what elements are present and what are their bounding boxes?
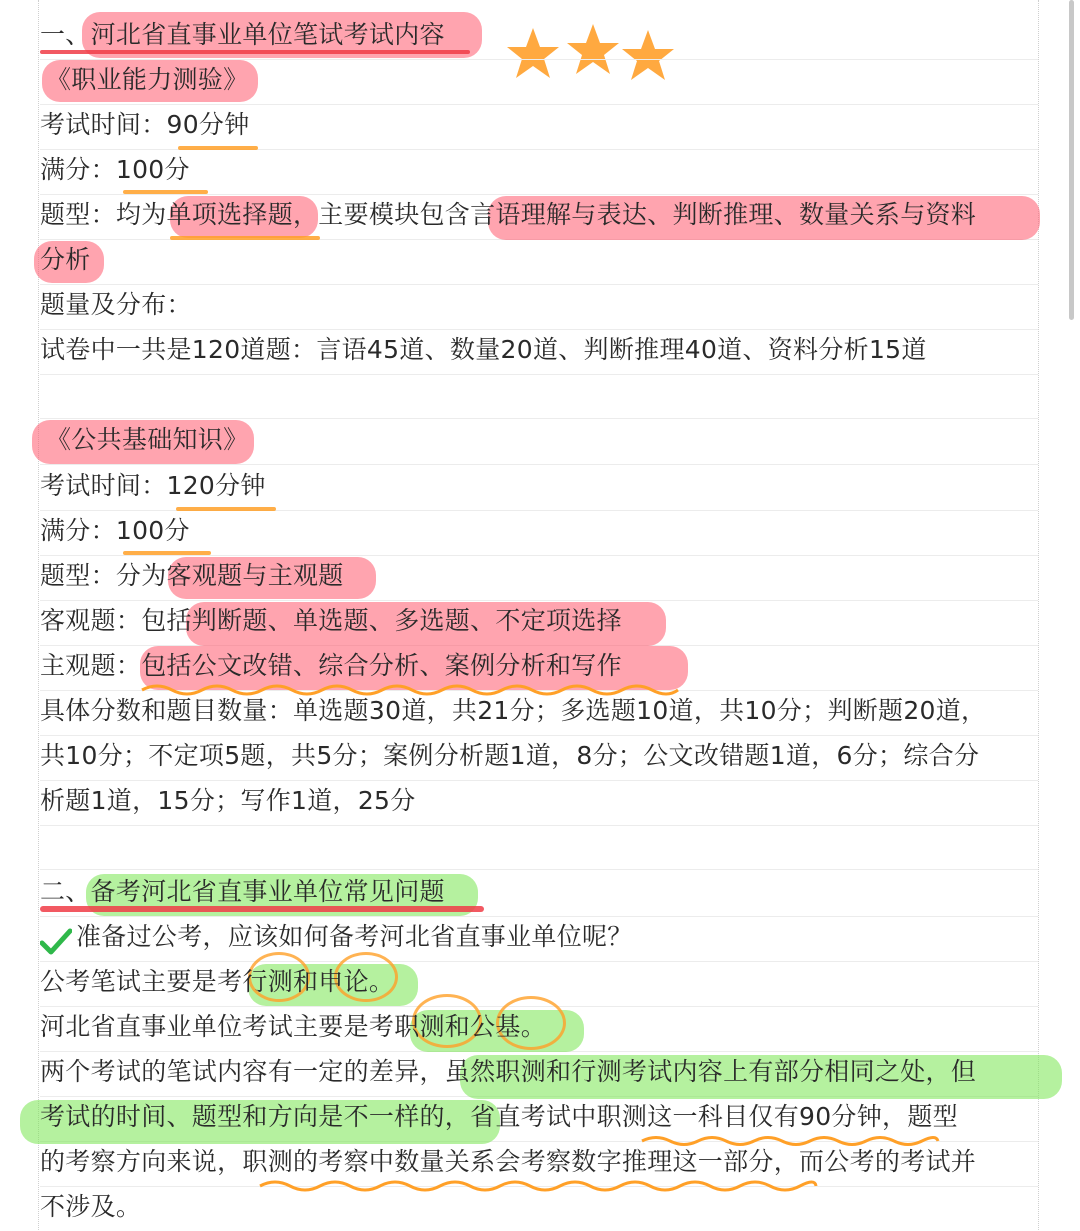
row-detail2	[40, 735, 1038, 781]
book2-title: 《公共基础知识》	[46, 425, 249, 454]
prep-question: 准备过公考，应该如何备考河北省直事业单位呢？	[76, 922, 633, 951]
row-type-cont	[40, 239, 1038, 285]
scrollbar[interactable]	[1069, 0, 1074, 320]
distribution-label: 题量及分布：	[40, 290, 192, 319]
exam-time2: 考试时间：120分钟	[40, 471, 266, 500]
objective-questions: 客观题：包括判断题、单选题、多选题、不定项选择	[40, 606, 622, 635]
row-time2	[40, 465, 1038, 511]
provincial-exam-content: 河北省直事业单位考试主要是考职测和公基。	[40, 1012, 547, 1041]
row-blank-2	[40, 825, 1038, 870]
question-type: 题型：均为单项选择题，主要模块包含言语理解与表达、判断推理、数量关系与资料	[40, 200, 977, 229]
row-detail1	[40, 690, 1038, 736]
full-score: 满分：100分	[40, 155, 190, 184]
book1-title: 《职业能力测验》	[46, 65, 249, 94]
distribution: 试卷中一共是120道题：言语45道、数量20道、判断推理40道、资料分析15道	[40, 335, 927, 364]
row-question	[40, 916, 1038, 962]
section1-heading: 一、河北省直事业单位笔试考试内容	[40, 20, 445, 49]
underline-time	[178, 146, 258, 150]
question-type2: 题型：分为客观题与主观题	[40, 561, 344, 590]
row-score	[40, 149, 1038, 195]
left-margin-line	[38, 0, 39, 1230]
difference-line-3: 的考察方向来说，职测的考察中数量关系会考察数字推理这一部分，而公考的考试并	[40, 1147, 977, 1176]
row-dist-label	[40, 284, 1038, 330]
underline-single-choice	[170, 236, 320, 240]
row-time	[40, 104, 1038, 150]
detail-line-2: 共10分；不定项5题，共5分；案例分析题1道，8分；公文改错题1道，6分；综合分	[40, 741, 980, 770]
row-blank-1	[40, 374, 1038, 419]
difference-line-4: 不涉及。	[40, 1192, 142, 1221]
difference-line-2: 考试的时间、题型和方向是不一样的，省直考试中职测这一科目仅有90分钟，题型	[40, 1102, 958, 1131]
subjective-questions: 主观题：包括公文改错、综合分析、案例分析和写作	[40, 651, 622, 680]
question-type-cont: 分析	[40, 245, 91, 274]
row-detail3	[40, 780, 1038, 826]
underline-score2	[123, 551, 211, 555]
difference-line-1: 两个考试的笔试内容有一定的差异，虽然职测和行测考试内容上有部分相同之处，但	[40, 1057, 977, 1086]
section2-heading: 二、备考河北省直事业单位常见问题	[40, 877, 445, 906]
row-score2	[40, 510, 1038, 556]
civil-exam-content: 公考笔试主要是考行测和申论。	[40, 967, 395, 996]
check-mark-icon	[40, 928, 72, 956]
underline-score	[123, 190, 208, 194]
exam-time: 考试时间：90分钟	[40, 110, 250, 139]
detail-line-1: 具体分数和题目数量：单选题30道，共21分；多选题10道，共10分；判断题20道，	[40, 696, 987, 725]
detail-line-3: 析题1道，15分；写作1道，25分	[40, 786, 416, 815]
right-margin-line	[1038, 0, 1039, 1230]
underline-time2	[176, 507, 276, 511]
row-dist	[40, 329, 1038, 375]
full-score2: 满分：100分	[40, 516, 190, 545]
wavy-underline-number-reasoning	[258, 1178, 818, 1194]
